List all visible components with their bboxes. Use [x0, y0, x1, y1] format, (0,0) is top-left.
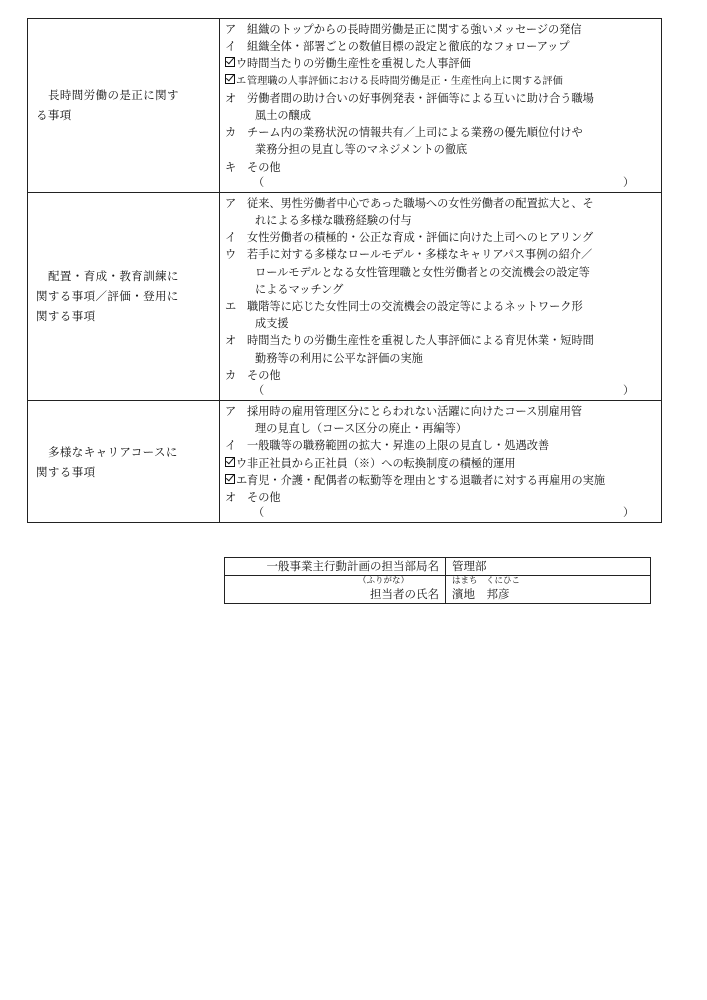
measures-table [27, 18, 662, 523]
option-item [225, 403, 657, 420]
option-letter: エ [236, 473, 248, 487]
name-label: 担当者の氏名 [370, 587, 439, 601]
option-text: 労働者間の助け合いの好事例発表・評価等による互いに助け合う職場 [247, 91, 594, 105]
option-text: によるマッチング [255, 282, 344, 296]
section-items [220, 401, 662, 523]
paren-close: ） [623, 384, 635, 398]
option-item-continuation [225, 264, 657, 281]
option-text: 従来、男性労働者中心であった職場への女性労働者の配置拡大と、そ [247, 196, 594, 210]
option-letter: ア [225, 405, 237, 419]
section-row [28, 192, 662, 400]
checkbox-checked-icon [225, 457, 235, 467]
option-item [225, 159, 657, 176]
option-text: ロールモデルとなる女性管理職と女性労働者との交流機会の設定等 [255, 265, 590, 279]
option-item [225, 229, 657, 246]
dept-row [225, 558, 651, 576]
option-text: 採用時の雇用管理区分にとらわれない活躍に向けたコース別雇用管 [247, 405, 583, 419]
option-letter: ウ [236, 456, 248, 470]
option-item [225, 195, 657, 212]
dept-label: 一般事業主行動計画の担当部局名 [225, 558, 446, 576]
option-text: 勤務等の利用に公平な評価の実施 [255, 351, 423, 365]
option-letter: ア [225, 23, 237, 36]
option-item-continuation [225, 350, 657, 367]
option-letter: ウ [225, 248, 237, 262]
option-text: 業務分担の見直し等のマネジメントの徹底 [255, 143, 468, 157]
option-text: 非正社員から正社員（※）への転換制度の積極的運用 [247, 456, 516, 470]
option-mark [225, 159, 247, 176]
option-text: 職階等に応じた女性同士の交流機会の設定等によるネットワーク形 [247, 300, 583, 314]
option-letter: オ [225, 334, 237, 348]
option-mark [225, 455, 247, 472]
option-letter: エ [236, 75, 247, 87]
option-mark [225, 124, 247, 141]
paren-close: ） [623, 506, 635, 520]
option-text: 時間当たりの労働生産性を重視した人事評価による育児休業・短時間 [247, 334, 594, 348]
option-mark [225, 229, 247, 246]
option-text: その他 [247, 160, 281, 174]
option-mark [225, 90, 247, 107]
option-text: 成支援 [255, 317, 289, 331]
option-text: チーム内の業務状況の情報共有／上司による業務の優先順位付けや [247, 126, 583, 140]
option-mark [225, 489, 247, 506]
option-mark [225, 403, 247, 420]
option-letter: イ [225, 40, 237, 54]
option-mark [225, 55, 247, 72]
option-text: 一般職等の職務範囲の拡大・昇進の上限の見直し・処遇改善 [247, 439, 550, 453]
name-value: 濱地 邦彦 [452, 587, 510, 601]
option-mark [225, 298, 247, 315]
category-line: る事項 [36, 108, 72, 123]
name-ruby-value: はまち くにひこ [452, 576, 521, 586]
option-mark [225, 195, 247, 212]
option-text: 女性労働者の積極的・公正な育成・評価に向けた上司へのヒアリング [247, 231, 594, 245]
other-details-field [225, 506, 657, 520]
option-text: 管理職の人事評価における長時間労働是正・生産性向上に関する評価 [247, 75, 563, 87]
option-mark [225, 367, 247, 384]
option-item [225, 90, 657, 107]
section-row [28, 401, 662, 523]
option-mark [225, 332, 247, 349]
contact-table [224, 557, 651, 604]
option-item [225, 437, 657, 454]
option-item [225, 21, 657, 38]
option-text: 風土の醸成 [255, 109, 311, 123]
option-letter: エ [225, 300, 237, 314]
other-details-field [225, 384, 657, 398]
option-letter: オ [225, 491, 237, 505]
option-text: 時間当たりの労働生産性を重視した人事評価 [247, 57, 471, 71]
option-item-continuation [225, 281, 657, 298]
category-line: 関する事項 [36, 309, 96, 324]
option-item [225, 367, 657, 384]
option-item [225, 73, 657, 90]
option-text: 組織全体・部署ごとの数値目標の設定と徹底的なフォローアップ [247, 40, 570, 54]
option-mark [225, 38, 247, 55]
checkbox-checked-icon [225, 74, 235, 84]
option-item [225, 298, 657, 315]
option-item [225, 55, 657, 72]
option-mark [225, 73, 247, 90]
option-letter: ア [225, 196, 237, 210]
option-mark [225, 472, 247, 489]
option-item [225, 455, 657, 472]
name-row [225, 576, 651, 604]
checkbox-checked-icon [225, 474, 235, 484]
option-item [225, 332, 657, 349]
dept-value: 管理部 [446, 558, 651, 576]
option-text: れによる多様な職務経験の付与 [255, 214, 412, 228]
option-letter: オ [225, 91, 237, 105]
option-letter: カ [225, 126, 237, 140]
option-mark [225, 21, 247, 38]
category-line: 関する事項／評価・登用に [36, 289, 179, 304]
option-item-continuation [225, 141, 657, 158]
option-item [225, 124, 657, 141]
category-line: 多様なキャリアコースに [48, 444, 178, 459]
checkbox-checked-icon [225, 57, 235, 67]
option-mark [225, 437, 247, 454]
option-item-continuation [225, 107, 657, 124]
section-category [28, 192, 220, 400]
paren-open: （ [253, 175, 265, 189]
section-row [28, 19, 662, 193]
option-item-continuation [225, 315, 657, 332]
option-text: その他 [247, 491, 281, 505]
option-item-continuation [225, 212, 657, 229]
option-letter: イ [225, 231, 237, 245]
option-text: 組織のトップからの長時間労働是正に関する強いメッセージの発信 [247, 23, 582, 36]
option-item-continuation [225, 420, 657, 437]
paren-open: （ [253, 384, 265, 398]
other-details-field [225, 176, 657, 190]
option-item [225, 38, 657, 55]
section-items [220, 192, 662, 400]
name-ruby-label: （ふりがな） [357, 576, 409, 586]
option-mark [225, 246, 247, 263]
option-text: 理の見直し（コース区分の廃止・再編等） [255, 422, 468, 436]
section-items [220, 19, 662, 193]
option-item [225, 472, 657, 489]
option-text: 育児・介護・配偶者の転勤等を理由とする退職者に対する再雇用の実施 [247, 473, 606, 487]
option-letter: ウ [236, 57, 248, 71]
option-text: その他 [247, 368, 281, 382]
category-line: 関する事項 [36, 464, 96, 479]
option-letter: カ [225, 368, 237, 382]
section-category [28, 401, 220, 523]
option-item [225, 489, 657, 506]
paren-close: ） [623, 175, 635, 189]
option-item [225, 246, 657, 263]
category-line: 配置・育成・教育訓練に [48, 269, 179, 284]
section-category [28, 19, 220, 193]
name-label-cell [225, 576, 446, 604]
paren-open: （ [253, 506, 265, 520]
option-letter: キ [225, 160, 237, 174]
name-value-cell [446, 576, 651, 604]
option-letter: イ [225, 439, 237, 453]
category-line: 長時間労働の是正に関す [48, 88, 179, 103]
option-text: 若手に対する多様なロールモデル・多様なキャリアパス事例の紹介／ [247, 248, 593, 262]
